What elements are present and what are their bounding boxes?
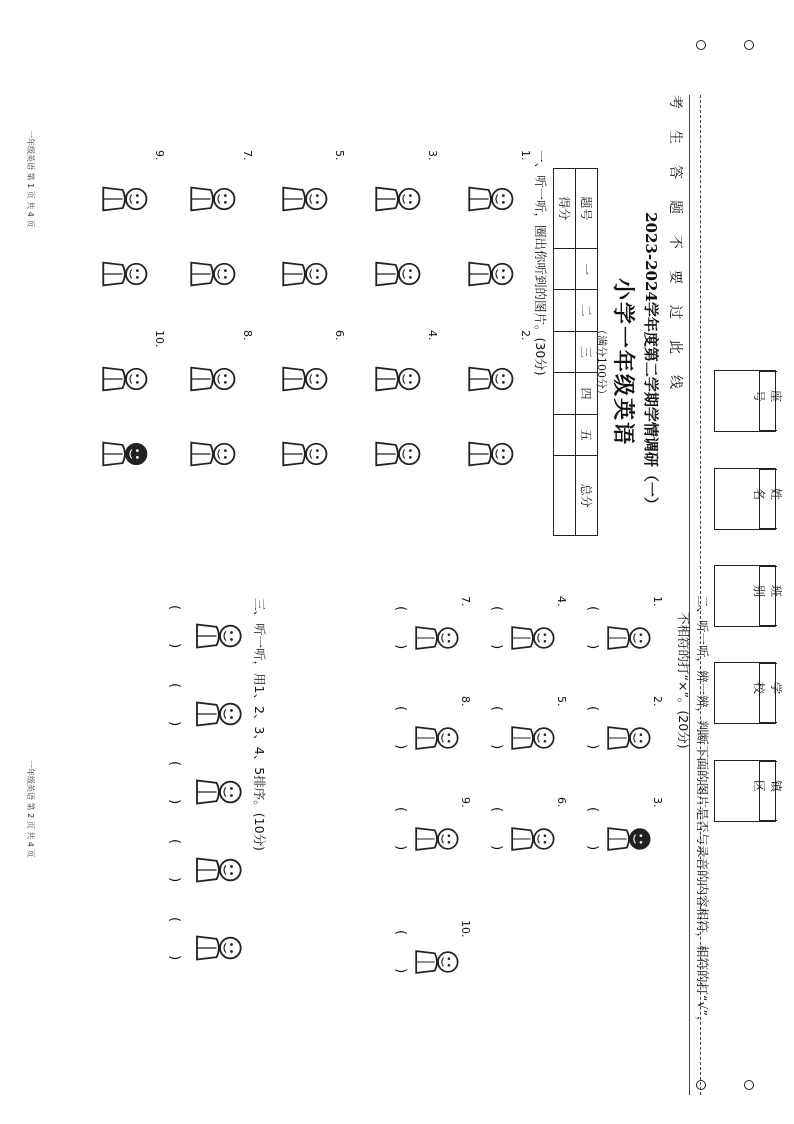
grandma-icon[interactable] [510,714,558,762]
hat-icon[interactable] [189,355,239,403]
runner-icon[interactable] [606,714,654,762]
answer-blank: ( ) [167,683,182,727]
section2-instruction: 二、听一听，辨一辨，判断下面的图片是否与录音的内容相符，相符的打“√”， [695,595,710,1029]
item-number: 1. [651,596,664,607]
answer-blank: ( ) [585,807,600,851]
ruler-icon[interactable] [374,250,424,298]
item-number: 9. [153,150,166,161]
boy-smile-icon[interactable] [194,691,246,737]
nurse-icon[interactable] [606,614,654,662]
panda-icon[interactable] [101,430,151,478]
teacher-board-icon[interactable] [281,250,331,298]
answer-blank: ( ) [585,706,600,750]
answer-blank: ( ) [167,605,182,649]
tomato-icon[interactable] [467,175,517,223]
section1-instruction: 一、听一听，圈出你听到的图片。(30分) [533,150,548,376]
policeman-icon[interactable] [374,430,424,478]
doctor-icon[interactable] [414,815,462,863]
item-number: 5. [333,150,346,161]
info-box-district[interactable] [714,760,784,822]
info-box-name[interactable] [714,468,784,530]
full-score: （满分100分） [595,324,608,400]
exam-title: 2023-2024学年度第二学期学情调研（一） [642,212,660,512]
answer-blank: ( ) [167,761,182,805]
info-label: 学 校 [759,663,777,723]
score-table-scores: 得分 [554,169,576,536]
score-table-header: 题号 一 二 三 四 五 总分 [576,169,598,536]
car-icon[interactable] [414,614,462,662]
binding-hole [696,40,706,50]
item-number: 2. [651,696,664,707]
info-label: 镇 区 [759,761,777,821]
answer-blank: ( ) [393,930,408,974]
answer-blank: ( ) [393,706,408,750]
info-box-seat[interactable] [714,370,784,432]
item-number: 1. [519,150,532,161]
item-number: 3. [651,797,664,808]
man-walking-icon[interactable] [194,925,246,971]
answer-blank: ( ) [393,807,408,851]
answer-blank: ( ) [167,917,182,961]
baby-icon[interactable] [414,938,462,986]
item-number: 6. [333,330,346,341]
farmer-tractor-icon[interactable] [194,613,246,659]
item-number: 3. [426,150,439,161]
item-number: 5. [555,696,568,707]
info-label: 班 别 [759,566,777,626]
item-number: 4. [555,596,568,607]
item-number: 6. [555,797,568,808]
cook-icon[interactable] [189,175,239,223]
exam-subject: 小学一年级英语 [610,277,636,446]
item-number: 4. [426,330,439,341]
item-number: 10. [153,330,166,348]
item-number: 7. [459,596,472,607]
page-footer: 一年级英语 第 2 页 共 4 页 [26,760,35,858]
info-label: 姓 名 [759,469,777,529]
grandpa-icon[interactable] [101,175,151,223]
item-number: 7. [241,150,254,161]
girl-portrait-icon[interactable] [510,614,558,662]
answer-blank: ( ) [167,839,182,883]
boy-icon[interactable] [281,430,331,478]
pig-icon[interactable] [101,355,151,403]
answer-blank: ( ) [489,706,504,750]
info-box-school[interactable] [714,662,784,724]
girl-dress-icon[interactable] [194,847,246,893]
binding-hole [744,1080,754,1090]
item-number: 10. [459,920,472,938]
score-table [553,168,598,536]
teacher-icon[interactable] [414,714,462,762]
seal-line [689,95,690,1095]
answer-blank: ( ) [393,606,408,650]
cat-icon[interactable] [189,430,239,478]
girl-pigtails-icon[interactable] [281,355,331,403]
girl-bow-icon[interactable] [194,769,246,815]
score-cell[interactable] [554,456,576,536]
bear-icon[interactable] [467,355,517,403]
girl-icon[interactable] [374,355,424,403]
rotated-exam-sheet: 镇 区 学 校 班 别 姓 名 座 号 考 生 答 题 不 要 过 此 线 2023-2024学年度第二学期学情调研（一） 小学一年级英语 （满分100分） 题号 一 二 三 四 五 总分 得分 一、听一听，圈出你听到的图片。(30分) 1. 2. 3. 4. 5. 6. 7. 8. 9. 10. 一年级英语 第 1 页 共 4 页 二、听一听，辨一辨，判断下面的图片是否与录音的内容相符，相符的打“√”， 不相符的打“×”。(20分) 1. ( ) 2. ( ) 3. ( ) 4. ( ) 5. ( ) 6. ( ) 7. ( ) 8. ( ) 9. ( ) 10. ( ) 三、听一听，用1、2、3、4、5排序。(10分) ( ) ( ) ( ) ( ) ( ) 一年级英语 第 2 页 共 4 页 [0,0,794,1124]
section2-instruction-line2: 不相符的打“×”。(20分) [676,612,691,749]
binding-hole [744,40,754,50]
panda-icon[interactable] [606,815,654,863]
girl-in-hat-icon[interactable] [467,250,517,298]
answer-blank: ( ) [489,807,504,851]
score-cell[interactable] [554,290,576,331]
score-cell[interactable] [554,331,576,372]
item-number: 8. [241,330,254,341]
item-number: 9. [459,797,472,808]
score-cell[interactable] [554,248,576,289]
page-footer: 一年级英语 第 1 页 共 4 页 [26,130,35,228]
score-cell[interactable] [554,373,576,414]
item-number: 2. [519,330,532,341]
info-box-class[interactable] [714,565,784,627]
section3-instruction: 三、听一听，用1、2、3、4、5排序。(10分) [252,598,267,851]
answer-blank: ( ) [489,606,504,650]
answer-blank: ( ) [585,606,600,650]
binding-hole [696,1080,706,1090]
policeman-small-icon[interactable] [101,250,151,298]
car-scene-icon[interactable] [510,815,558,863]
bear-bow-icon[interactable] [189,250,239,298]
score-cell[interactable] [554,414,576,455]
item-number: 8. [459,696,472,707]
info-label: 座 号 [759,371,777,431]
bag-icon[interactable] [374,175,424,223]
dog-icon[interactable] [467,430,517,478]
bus-icon[interactable] [281,175,331,223]
